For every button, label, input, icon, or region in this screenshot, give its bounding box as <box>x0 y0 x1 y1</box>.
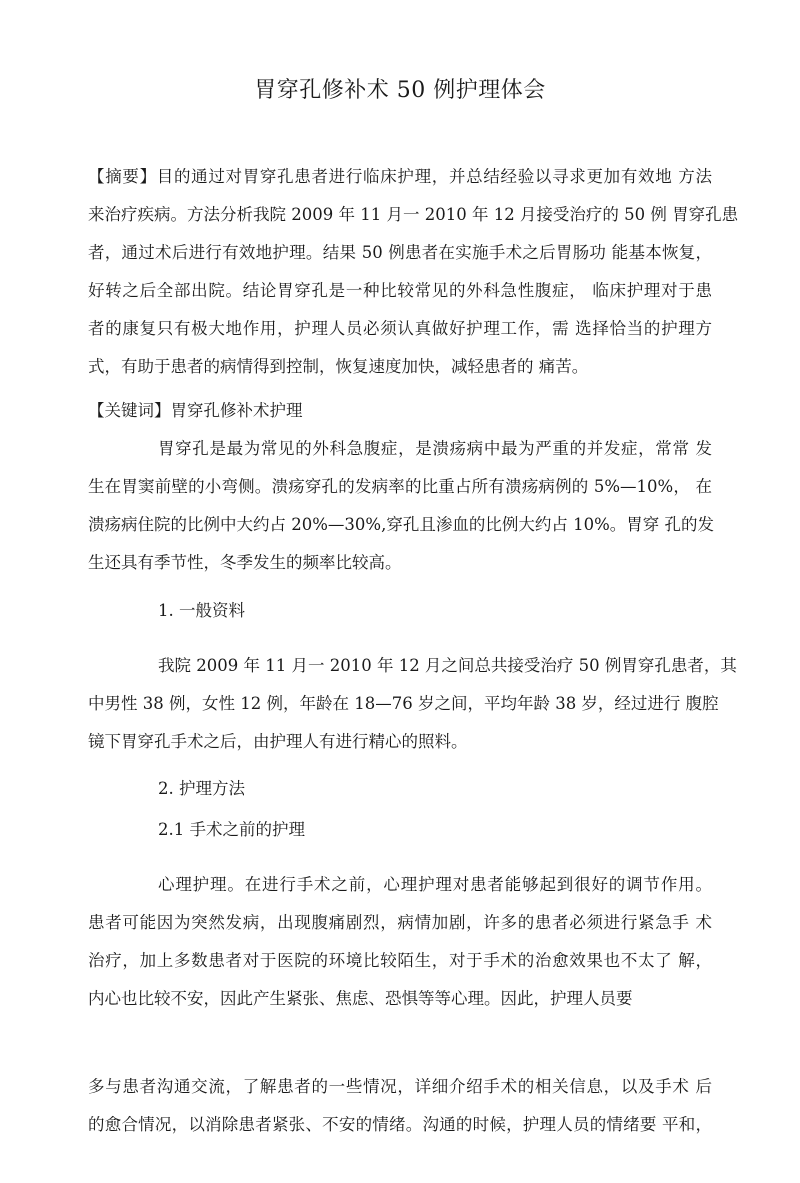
abstract-line: 者，通过术后进行有效地护理。结果 50 例患者在实施手术之后胃肠功 能基本恢复， <box>88 243 712 262</box>
section2-1-line: 心理护理。在进行手术之前，心理护理对患者能够起到很好的调节作用。 <box>158 875 712 894</box>
abstract-line: 来治疗疾病。方法分析我院 2009 年 11 月一 2010 年 12 月接受治疗的 50 例 胃穿孔患 <box>88 205 739 224</box>
abstract-line: 好转之后全部出院。结论胃穿孔是一种比较常见的外科急性腹症， 临床护理对于患 <box>88 281 712 300</box>
intro-line: 胃穿孔是最为常见的外科急腹症，是溃疡病中最为严重的并发症，常常 发 <box>158 439 712 458</box>
section-heading-general-info: 1. 一般资料 <box>158 601 245 620</box>
abstract-line: 【摘要】目的通过对胃穿孔患者进行临床护理，并总结经验以寻求更加有效地 方法 <box>88 167 712 186</box>
section2-1-paragraph <box>88 866 712 1018</box>
abstract-paragraph <box>88 158 739 386</box>
section-heading-nursing-methods: 2. 护理方法 <box>158 779 245 798</box>
intro-line: 溃疡病住院的比例中大约占 20%—30%,穿孔且渗血的比例大约占 10%。胃穿 孔的发 <box>88 515 715 534</box>
section1-paragraph <box>88 647 737 761</box>
document-title: 胃穿孔修补术 50 例护理体会 <box>254 78 546 103</box>
section1-line: 我院 2009 年 11 月一 2010 年 12 月之间总共接受治疗 50 例胃穿孔患者，其 <box>158 656 737 675</box>
section1-line: 中男性 38 例，女性 12 例，年龄在 18—76 岁之间，平均年龄 38 岁，经过进行 腹腔 <box>88 694 719 713</box>
intro-line: 生还具有季节性，冬季发生的频率比较高。 <box>88 553 402 572</box>
subsection-heading-preoperative: 2.1 手术之前的护理 <box>158 820 305 839</box>
continued-line: 的愈合情况，以消除患者紧张、不安的情绪。沟通的时候，护理人员的情绪要 平和， <box>88 1115 712 1134</box>
intro-line: 生在胃窦前壁的小弯侧。溃疡穿孔的发病率的比重占所有溃疡病例的 5%—10%， 在 <box>88 477 712 496</box>
section1-line: 镜下胃穿孔手术之后，由护理人有进行精心的照料。 <box>88 732 468 751</box>
section2-1-line: 患者可能因为突然发病，出现腹痛剧烈，病情加剧，许多的患者必须进行紧急手 术 <box>88 913 712 932</box>
section2-1-line: 治疗，加上多数患者对于医院的环境比较陌生，对于手术的治愈效果也不太了 解， <box>88 951 712 970</box>
abstract-line: 式，有助于患者的病情得到控制，恢复速度加快，减轻患者的 痛苦。 <box>88 357 589 376</box>
continued-paragraph <box>88 1068 712 1144</box>
continued-line: 多与患者沟通交流，了解患者的一些情况，详细介绍手术的相关信息，以及手术 后 <box>88 1077 712 1096</box>
keywords: 【关键词】胃穿孔修补术护理 <box>88 401 303 420</box>
abstract-line: 者的康复只有极大地作用，护理人员必须认真做好护理工作，需 选择恰当的护理方 <box>88 319 712 338</box>
section2-1-line: 内心也比较不安，因此产生紧张、焦虑、恐惧等等心理。因此，护理人员要 <box>88 989 633 1008</box>
intro-paragraph <box>88 430 715 582</box>
